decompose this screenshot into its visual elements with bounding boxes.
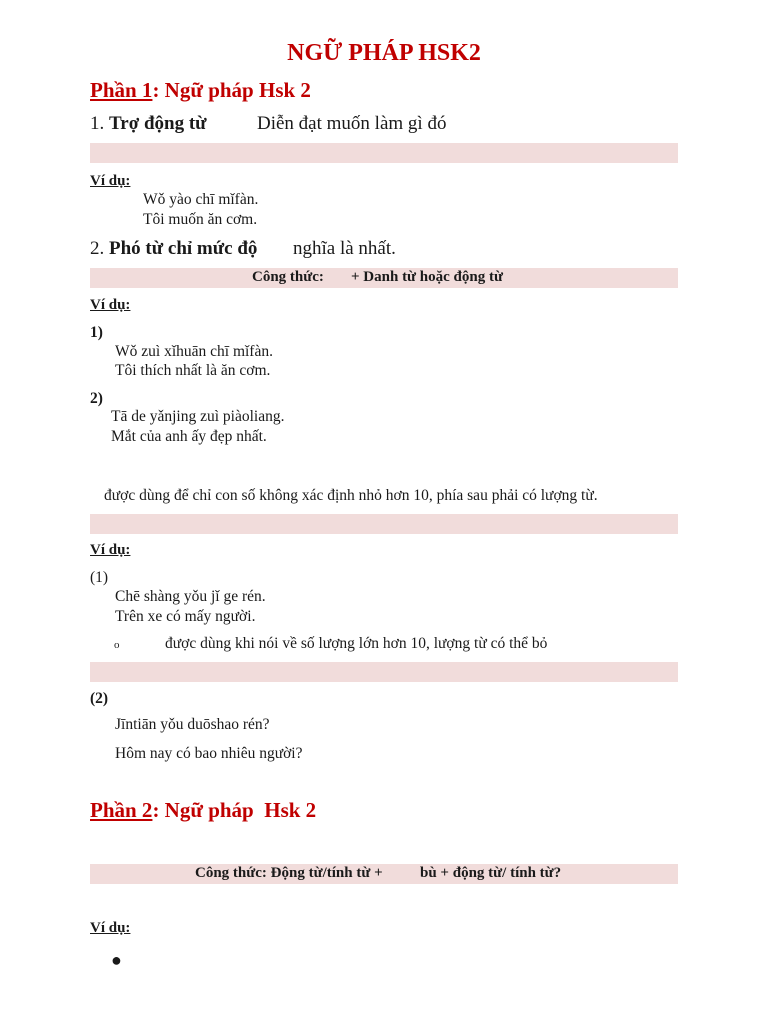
part-1-heading <box>90 78 311 103</box>
example-label: Ví dụ: <box>90 173 131 189</box>
formula-content: bù + động từ/ tính từ? <box>420 865 562 881</box>
example-translation: Tôi thích nhất là ăn cơm. <box>115 362 271 379</box>
formula-content: + Danh từ hoặc động từ <box>351 269 503 285</box>
section-3-desc: được dùng để chỉ con số không xác định nhỏ hơn 10, phía sau phải có lượng từ. <box>104 487 598 504</box>
example-label: Ví dụ: <box>90 542 131 558</box>
example-label: Ví dụ: <box>90 920 131 936</box>
page-title: NGỮ PHÁP HSK2 <box>287 40 481 66</box>
section-2-heading <box>90 238 257 260</box>
highlight-band <box>90 143 678 163</box>
example-number: (1) <box>90 569 109 586</box>
section-1-number: 1. <box>90 113 109 134</box>
formula-label: Công thức: <box>252 269 324 285</box>
example-number: 2) <box>90 390 103 407</box>
circle-bullet-icon: o <box>114 639 120 651</box>
part-2-heading <box>90 798 316 823</box>
example-translation: Tôi muốn ăn cơm. <box>143 211 258 228</box>
section-2-number: 2. <box>90 238 109 259</box>
example-number: 1) <box>90 324 103 341</box>
part-2-rest: : Ngữ pháp Hsk 2 <box>152 798 317 822</box>
example-pinyin: Tā de yǎnjing zuì piàoliang. <box>111 408 285 425</box>
section-1-desc: Diễn đạt muốn làm gì đó <box>257 113 447 134</box>
part-1-label: Phần 1 <box>90 78 153 102</box>
note-text: được dùng khi nói về số lượng lớn hơn 10, lượng từ có thể bỏ <box>165 635 548 652</box>
part-1-rest: : Ngữ pháp Hsk 2 <box>152 78 311 102</box>
example-pinyin: Wǒ yào chī mǐfàn. <box>143 191 259 208</box>
example-translation: Trên xe có mấy người. <box>115 608 256 625</box>
part-2-label: Phần 2 <box>90 798 153 822</box>
section-2-term: Phó từ chỉ mức độ <box>109 238 258 259</box>
highlight-band <box>90 514 678 534</box>
highlight-band <box>90 662 678 682</box>
section-1-term: Trợ động từ <box>109 113 207 134</box>
example-label: Ví dụ: <box>90 297 131 313</box>
example-translation: Hôm nay có bao nhiêu người? <box>115 745 303 762</box>
example-pinyin: Jīntiān yǒu duōshao rén? <box>115 716 270 733</box>
section-1-heading <box>90 113 207 135</box>
bullet-dot-icon: ● <box>111 950 122 970</box>
formula-band <box>90 864 678 884</box>
example-translation: Mắt của anh ấy đẹp nhất. <box>111 428 267 445</box>
formula-label: Công thức: Động từ/tính từ + <box>195 865 383 881</box>
example-number: (2) <box>90 690 109 707</box>
section-2-desc: nghĩa là nhất. <box>293 238 396 259</box>
example-pinyin: Wǒ zuì xǐhuān chī mǐfàn. <box>115 343 273 360</box>
example-pinyin: Chē shàng yǒu jǐ ge rén. <box>115 588 266 605</box>
